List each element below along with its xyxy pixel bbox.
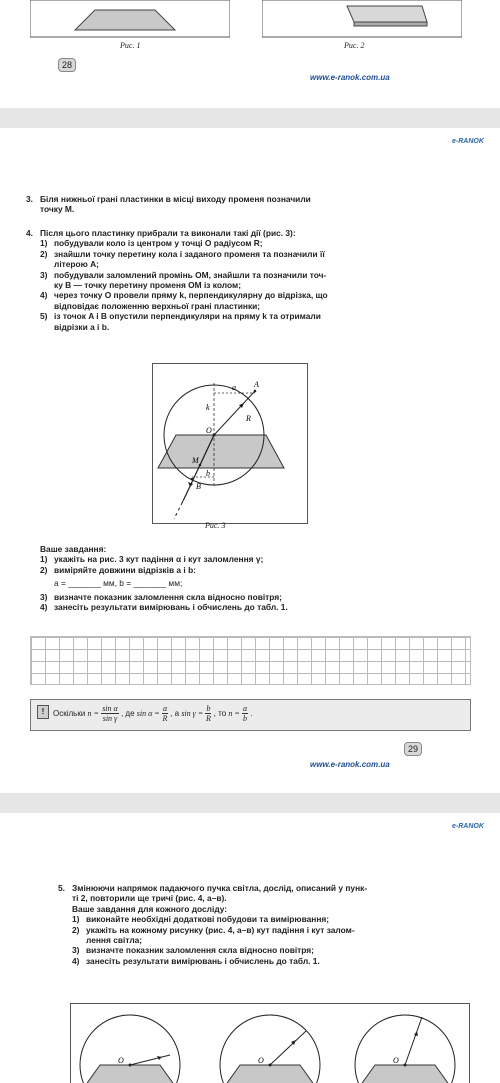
fig3-label-B: B <box>196 482 201 491</box>
item-5-line-1: Змінюючи напрямок падаючого пучка світла, дослід, описаний у пунк- <box>72 883 368 893</box>
task-1: 1) укажіть на рис. 3 кут падіння α і кут заломлення γ; <box>40 554 264 565</box>
p3-step-2: 2) укажіть на кожному рисунку (рис. 4, а–в) кут падіння і кут залом- лення світла; <box>72 924 355 946</box>
figure-3 <box>152 363 308 535</box>
item-3-line-2: точку M. <box>40 204 75 215</box>
note-sina-eq: sin α = <box>136 709 160 718</box>
note-mid-1: , де <box>120 709 135 718</box>
task-3: 3) визначте показник заломлення скла відносно повітря; <box>40 591 282 602</box>
item-4-number: 4. <box>26 228 33 238</box>
fig3-label-a: a <box>232 383 236 392</box>
fig4a-label-O: O <box>118 1056 124 1065</box>
p3-step-4: 4) занесіть результати вимірювань і обчислень до табл. 1. <box>72 955 320 966</box>
note-mid-2: , а <box>170 709 180 718</box>
step-4: 4) через точку O провели пряму k, перпендикулярну до відрізка, що відповідає положенню верхньої грані пластинки; <box>40 290 328 311</box>
task-title: Ваше завдання: <box>40 544 107 554</box>
note-end: . <box>250 709 253 718</box>
exclamation-icon: ! <box>37 705 49 719</box>
page-28 <box>0 0 500 108</box>
item-4 <box>26 228 466 332</box>
fig3-label-O: O <box>206 426 212 435</box>
step-3: 3) побудували заломлений промінь OM, знайшли та позначили точ- ку B — точку перетину променя OM із колом; <box>40 269 327 291</box>
item-5-line-2: ті 2, повторили ще тричі (рис. 4, а–в). <box>72 893 227 904</box>
fig3-label-M: M <box>192 456 199 465</box>
note-n-eq-2: n = <box>228 709 240 718</box>
note-mid-3: , то <box>213 709 227 718</box>
step-2: 2) знайшли точку перетину кола і заданого променя та позначили її літерою A; <box>40 248 325 270</box>
fig4c-label-O: O <box>393 1056 399 1065</box>
step-1: 1) побудували коло із центром у точці O радіусом R; <box>40 238 263 249</box>
figure-3-caption: Рис. 3 <box>205 521 226 530</box>
task-section <box>40 544 470 612</box>
item-3-line-1: Біля нижньої грані пластинки в місці виходу променя позначили <box>40 194 311 204</box>
fig3-label-A: A <box>254 380 259 389</box>
item-5-steps <box>72 914 468 966</box>
fraction-a-over-r: $\frac{a}{R}$ <box>162 704 168 723</box>
note-sing-eq: sin γ = <box>181 709 204 718</box>
figure-1-caption: Рис. 1 <box>120 41 141 50</box>
item-4-intro: Після цього пластинку прибрали та виконали такі дії (рис. 3): <box>40 228 296 238</box>
item-3 <box>26 194 466 215</box>
fig3-label-k: k <box>206 403 210 412</box>
step-5: 5) із точок A і B опустили перпендикуляри на пряму k та отримали відрізки a і b. <box>40 311 321 332</box>
page-number: 28 <box>58 58 76 72</box>
task-4: 4) занесіть результати вимірювань і обчислень до табл. 1. <box>40 602 288 613</box>
fraction-a-over-b: $\frac{a}{b}$ <box>243 704 248 723</box>
task-2: 2) виміряйте довжини відрізків a і b: <box>40 564 196 575</box>
figure-1 <box>30 0 230 38</box>
fraction-sina-over-sing: $\frac{\text{sin α}}{\text{sin γ}}$ <box>102 704 118 723</box>
publisher-logo: e-RANOK <box>452 823 484 830</box>
page-number: 29 <box>404 742 422 756</box>
formula-note <box>30 699 471 731</box>
item-5-number: 5. <box>58 883 65 893</box>
item-5 <box>58 883 468 966</box>
note-n-eq: n = <box>87 709 99 718</box>
figure-2-caption: Рис. 2 <box>344 41 365 50</box>
page-29 <box>0 128 500 793</box>
publisher-logo: e-RANOK <box>452 138 484 145</box>
page-30 <box>0 813 500 1083</box>
p3-step-3: 3) визначте показник заломлення скла відносно повітря; <box>72 945 314 956</box>
answer-grid[interactable] <box>30 636 471 685</box>
figure-2 <box>262 0 462 38</box>
fraction-b-over-r: $\frac{b}{R}$ <box>205 704 211 723</box>
website-link[interactable]: www.e-ranok.com.ua <box>310 73 390 82</box>
item-3-number: 3. <box>26 194 33 204</box>
fig3-label-b: b <box>206 469 210 478</box>
website-link[interactable]: www.e-ranok.com.ua <box>310 760 390 769</box>
note-prefix: Оскільки <box>53 709 86 718</box>
p3-step-1: 1) виконайте необхідні додаткові побудови та вимірювання; <box>72 914 330 925</box>
fig3-label-R: R <box>246 414 251 423</box>
item-5-line-3: Ваше завдання для кожного досліду: <box>72 903 228 914</box>
figure-4 <box>70 1003 470 1083</box>
item-4-steps <box>40 238 466 332</box>
measure-line: a = _______ мм, b = _______ мм; <box>54 578 183 589</box>
fig4b-label-O: O <box>258 1056 264 1065</box>
